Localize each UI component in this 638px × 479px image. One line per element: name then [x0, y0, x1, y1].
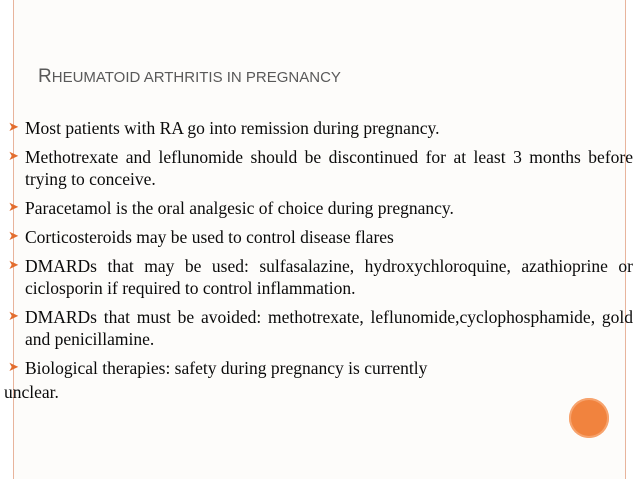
bullet-text: Methotrexate and leflunomide should be discontinued for at least 3 months before trying to conceive.: [25, 147, 633, 189]
bullet-text: Corticosteroids may be used to control disease flares: [25, 227, 394, 247]
arrow-bullet-icon: ➤: [8, 309, 19, 324]
bullet-item: [0, 146, 633, 190]
bullet-item: [0, 357, 633, 379]
bullet-text: DMARDs that may be used: sulfasalazine, hydroxychloroquine, azathioprine or ciclosporin if required to control inflammation.: [25, 256, 633, 298]
slide-title-initial: R: [38, 66, 52, 87]
bullet-item: [0, 226, 633, 248]
bullet-text: Most patients with RA go into remission during pregnancy.: [25, 118, 440, 138]
bullet-list: [0, 117, 633, 403]
bullet-item: [0, 306, 633, 350]
arrow-bullet-icon: ➤: [8, 229, 19, 244]
orange-circle-decoration: [569, 398, 609, 438]
bullet-text: DMARDs that must be avoided: methotrexate, leflunomide,cyclophosphamide, gold and penicillamine.: [25, 307, 633, 349]
bullet-item: [0, 117, 633, 139]
bullet-item: [0, 255, 633, 299]
bullet-continuation: unclear.: [4, 382, 59, 402]
bullet-text: Paracetamol is the oral analgesic of choice during pregnancy.: [25, 198, 454, 218]
slide-title: [38, 66, 341, 88]
arrow-bullet-icon: ➤: [8, 360, 19, 375]
arrow-bullet-icon: ➤: [8, 120, 19, 135]
slide-title-rest: HEUMATOID ARTHRITIS IN PREGNANCY: [51, 69, 341, 86]
arrow-bullet-icon: ➤: [8, 149, 19, 164]
bullet-item: [0, 197, 633, 219]
arrow-bullet-icon: ➤: [8, 200, 19, 215]
bullet-text: Biological therapies: safety during pregnancy is currently: [25, 358, 428, 378]
arrow-bullet-icon: ➤: [8, 258, 19, 273]
